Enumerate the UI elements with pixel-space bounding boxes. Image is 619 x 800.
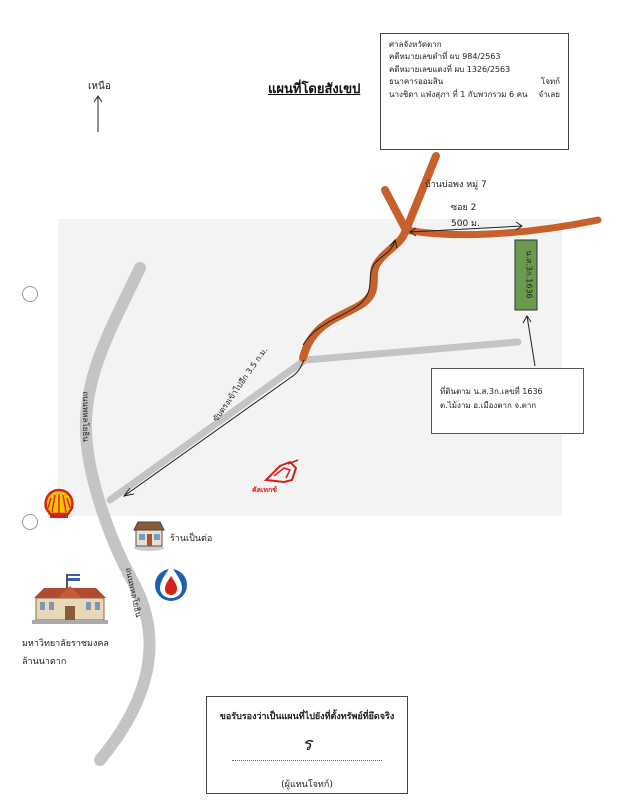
defendant-name: นางชิดา แฟ่งสุภา ที่ 1 กับพวกรวม 6 คน	[389, 89, 528, 99]
shop-label: ร้านเป็นต่อ	[170, 534, 213, 544]
plot-info-line1: ที่ดินตาม น.ส.3ก.เลขที่ 1636	[440, 387, 543, 396]
plaintiff-role: โจทก์	[540, 77, 560, 87]
plaintiff-name: ธนาคารออมสิน	[389, 77, 444, 87]
distance-label: 500 ม.	[451, 219, 480, 229]
branch-road-label: ขับตรงเข้าไปอีก 3.5 ก.ม.	[211, 345, 270, 424]
highway-label-upper: ถนนพหลโยธิน	[80, 391, 90, 442]
shell-logo-icon	[42, 488, 76, 520]
plot-info-line2: ต.ไม้งาม อ.เมืองตาก จ.ตาก	[440, 401, 537, 411]
shop-icon	[132, 518, 166, 552]
map-title: แผนที่โดยสังเขป	[268, 82, 361, 97]
certification-title: ขอรับรองว่าเป็นแผนที่ไปยังที่ตั้งทรัพย์ที่ยึดจริง	[219, 712, 395, 722]
signature-line	[232, 760, 382, 761]
ptt-logo-icon	[150, 562, 192, 604]
signer-label: (ผู้แทนโจทก์)	[281, 780, 333, 790]
parcel-pointer	[527, 316, 535, 366]
red-case-number: คดีหมายเลขแดงที่ ผบ 1326/2563	[389, 64, 511, 74]
caltex-label: คัลเทกซ์	[252, 486, 277, 494]
highway-road	[86, 268, 150, 760]
black-case-number: คดีหมายเลขดำที่ ผบ 984/2563	[389, 52, 501, 62]
plot-info-box	[431, 368, 584, 434]
defendant-role: จำเลย	[538, 89, 560, 99]
soi-label: ซอย 2	[451, 203, 477, 213]
highway-label-lower: ถนนพหลโยธิน	[123, 566, 143, 619]
university-label-line1: มหาวิทยาลัยราชมงคล	[22, 639, 109, 649]
parcel-label: น.ส.3ก.1636	[524, 250, 534, 299]
certification-box	[206, 696, 408, 794]
court-name: ศาลจังหวัดตาก	[389, 40, 442, 49]
university-label-line2: ล้านนาตาก	[22, 657, 67, 667]
university-building-icon	[30, 572, 110, 626]
village-label: บ้านบ่อพง หมู่ 7	[425, 180, 487, 190]
signature: ร	[302, 734, 312, 755]
dirt-road-north	[385, 156, 436, 230]
north-label: เหนือ	[88, 81, 111, 92]
